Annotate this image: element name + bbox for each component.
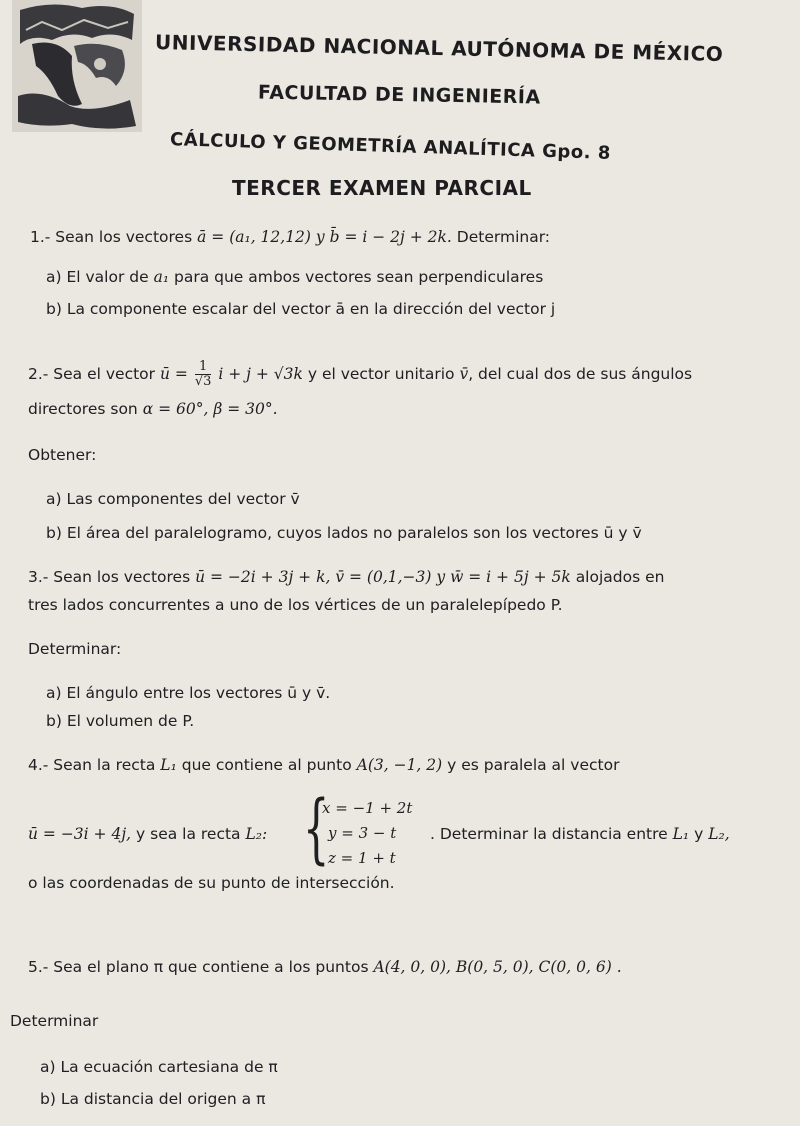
q3-tail: alojados en bbox=[575, 568, 665, 586]
q2-intro: 2.- Sea el vector bbox=[28, 365, 156, 383]
q4-line3: o las coordenadas de su punto de intersección. bbox=[28, 874, 395, 892]
exam-title: TERCER EXAMEN PARCIAL bbox=[232, 176, 532, 200]
q3-statement bbox=[28, 568, 664, 586]
q1-vector-a: ā = (a₁, 12,12) y bbox=[197, 228, 325, 246]
q4-u: ū = −3i + 4j, bbox=[28, 825, 132, 843]
q5-part-a: a) La ecuación cartesiana de π bbox=[40, 1058, 278, 1076]
q2-part-b: b) El área del paralelogramo, cuyos lados no paralelos son los vectores ū y v̄ bbox=[46, 524, 642, 542]
q4-system-brace: { bbox=[302, 783, 330, 872]
q4-tail: y es paralela al vector bbox=[447, 756, 620, 774]
q1-a-prefix: a) El valor de bbox=[46, 268, 149, 286]
q2-frac-num: 1 bbox=[195, 360, 212, 375]
q2-u-lhs: ū = bbox=[159, 365, 188, 383]
q4-L2: L₂: bbox=[245, 825, 268, 843]
q5-determinar: Determinar bbox=[10, 1012, 99, 1030]
q2-tail: , del cual dos de sus ángulos bbox=[468, 365, 693, 383]
q2-frac-den: √3 bbox=[194, 374, 212, 389]
q1-intro: 1.- Sean los vectores bbox=[30, 228, 193, 246]
q4-y: y bbox=[694, 825, 704, 843]
q1-vector-b: b̄ = i − 2j + 2k. bbox=[329, 228, 452, 246]
q3-part-a: a) El ángulo entre los vectores ū y v̄. bbox=[46, 684, 331, 702]
q3-determinar: Determinar: bbox=[28, 640, 122, 658]
q4-point: A(3, −1, 2) bbox=[356, 756, 443, 774]
faculty-title: FACULTAD DE INGENIERÍA bbox=[257, 81, 541, 109]
q4-eq2: y = 3 − t bbox=[328, 824, 397, 842]
q4-line2-right bbox=[430, 825, 730, 843]
unam-seal-logo bbox=[12, 0, 142, 132]
university-title: UNIVERSIDAD NACIONAL AUTÓNOMA DE MÉXICO bbox=[154, 30, 724, 66]
q1-a-variable: a₁ bbox=[153, 268, 170, 286]
q2-angles: α = 60°, β = 30°. bbox=[142, 400, 278, 418]
q2-u-rhs: i + j + √3k bbox=[218, 365, 303, 383]
q4-statement bbox=[28, 756, 619, 774]
q2-obtener: Obtener: bbox=[28, 446, 97, 464]
q4-after: . Determinar la distancia entre bbox=[430, 825, 668, 843]
q5-points: A(4, 0, 0), B(0, 5, 0), C(0, 0, 6) . bbox=[373, 958, 622, 976]
q5-part-b: b) La distancia del origen a π bbox=[40, 1090, 266, 1108]
q3-vectors: ū = −2i + 3j + k, v̄ = (0,1,−3) y w̄ = i + 5j + 5k bbox=[195, 568, 571, 586]
q2-angles-line bbox=[28, 400, 278, 418]
q2-angles-prefix: directores son bbox=[28, 400, 138, 418]
q5-statement bbox=[28, 958, 622, 976]
q1-part-b: b) La componente escalar del vector ā en la dirección del vector j bbox=[46, 300, 556, 318]
course-title: CÁLCULO Y GEOMETRÍA ANALÍTICA Gpo. 8 bbox=[169, 129, 612, 164]
q1-statement bbox=[30, 228, 550, 246]
q4-line2-left bbox=[28, 825, 267, 843]
q4-mid: que contiene al punto bbox=[181, 756, 352, 774]
q4-eq1: x = −1 + 2t bbox=[322, 799, 413, 817]
q2-mid: y el vector unitario bbox=[307, 365, 455, 383]
q3-intro: 3.- Sean los vectores bbox=[28, 568, 191, 586]
q2-statement bbox=[28, 360, 692, 389]
q4-L2b: L₂, bbox=[708, 825, 730, 843]
q5-intro: 5.- Sea el plano π que contiene a los puntos bbox=[28, 958, 369, 976]
q2-part-a: a) Las componentes del vector v̄ bbox=[46, 490, 300, 508]
q3-part-b: b) El volumen de P. bbox=[46, 712, 195, 730]
q4-L1b: L₁ bbox=[672, 825, 690, 843]
q1-a-suffix: para que ambos vectores sean perpendiculares bbox=[173, 268, 544, 286]
q4-system bbox=[322, 796, 412, 871]
q4-L1: L₁ bbox=[160, 756, 177, 774]
q3-line2: tres lados concurrentes a uno de los vértices de un paralelepípedo P. bbox=[28, 596, 563, 614]
q1-tail: Determinar: bbox=[456, 228, 551, 246]
q4-intro: 4.- Sean la recta bbox=[28, 756, 156, 774]
q2-v: v̄ bbox=[459, 365, 469, 383]
q4-l2-prefix: y sea la recta bbox=[136, 825, 241, 843]
q1-part-a bbox=[46, 268, 543, 286]
q4-eq3: z = 1 + t bbox=[328, 849, 396, 867]
q2-fraction bbox=[195, 360, 212, 389]
